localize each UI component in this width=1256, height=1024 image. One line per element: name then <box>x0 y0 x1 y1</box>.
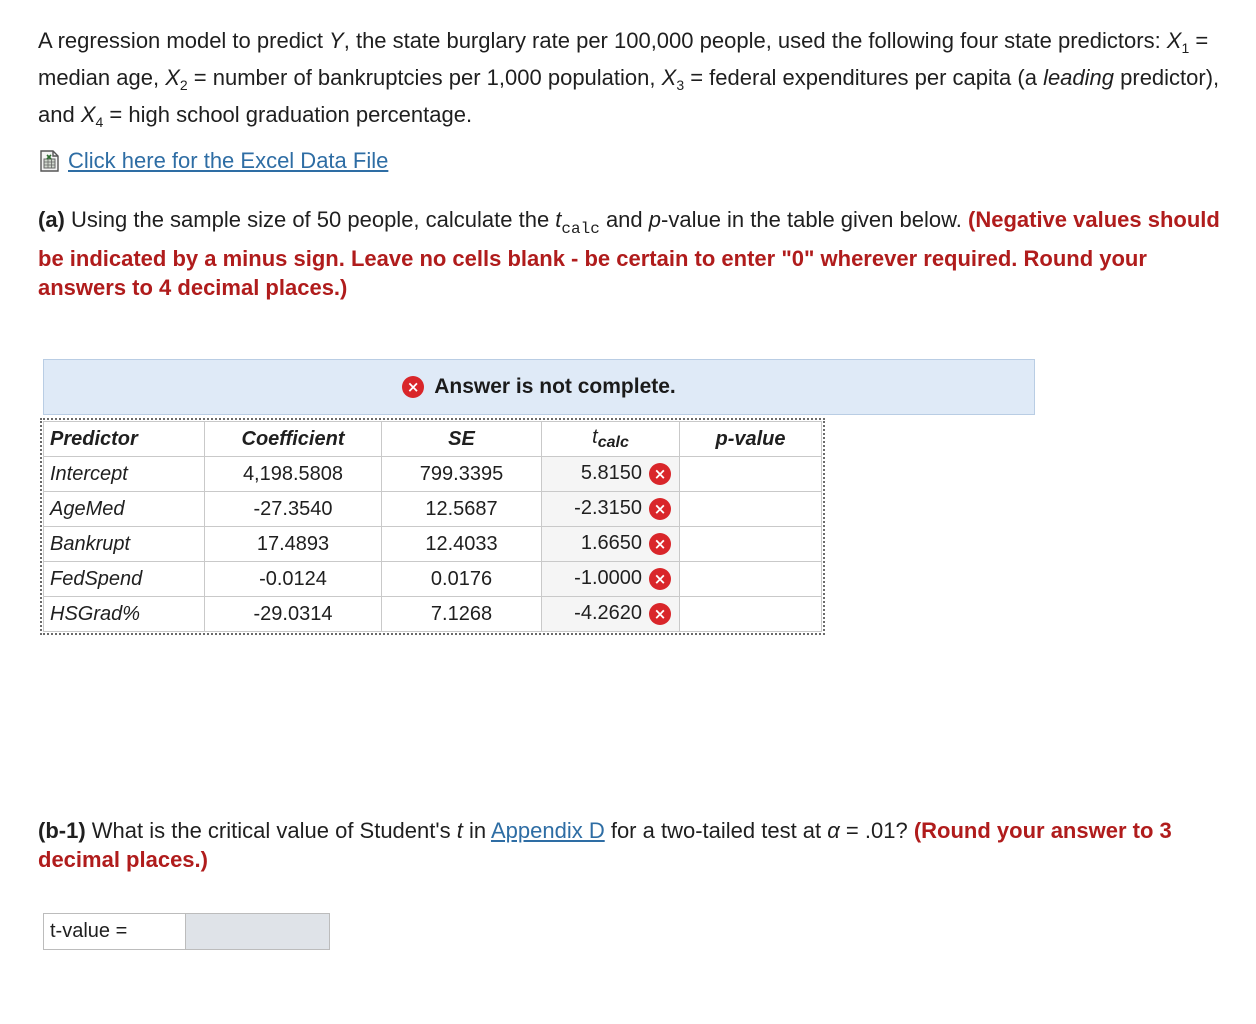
question-text: = .01? <box>839 818 914 843</box>
question-text: What is the critical value of Student's <box>85 818 457 843</box>
incorrect-x-icon: × <box>649 463 671 485</box>
intro-text: A regression model to predict <box>38 28 330 53</box>
appendix-d-link[interactable]: Appendix D <box>490 818 605 843</box>
se-cell: 12.5687 <box>382 492 542 527</box>
question-text: and <box>599 207 649 232</box>
col-predictor: Predictor <box>44 422 205 457</box>
intro-text: = median age, <box>38 28 1209 90</box>
problem-statement <box>38 26 1238 137</box>
subscript: 2 <box>179 77 188 93</box>
col-pvalue: p-value <box>680 422 822 457</box>
subscript: 1 <box>1181 40 1190 56</box>
p-symbol: p <box>648 207 662 232</box>
coefficient-cell: -27.3540 <box>205 492 382 527</box>
subscript: calc <box>597 434 629 451</box>
table-row <box>44 492 822 527</box>
incorrect-x-icon: × <box>649 603 671 625</box>
part-label: (b-1) <box>38 818 86 843</box>
coefficient-cell: 4,198.5808 <box>205 457 382 492</box>
se-cell: 799.3395 <box>382 457 542 492</box>
tcalc-value: -2.3150 <box>574 497 642 520</box>
se-cell: 7.1268 <box>382 597 542 632</box>
pvalue-input[interactable] <box>680 527 822 562</box>
part-a-question <box>38 205 1238 302</box>
tcalc-input[interactable] <box>542 562 680 597</box>
tcalc-input[interactable] <box>542 457 680 492</box>
t-symbol: t <box>456 818 463 843</box>
header-row <box>44 422 822 457</box>
instructions: (Negative values should be indicated by a minus sign. Leave no cells blank - be certain to enter "0" wherever required. Round your answers to 4 decimal places.) <box>38 207 1220 300</box>
tcalc-value: 5.8150 <box>580 462 642 485</box>
pvalue-input[interactable] <box>680 597 822 632</box>
var-x3: X <box>661 65 677 90</box>
predictor-cell: Bankrupt <box>44 527 205 562</box>
var-y: Y <box>329 28 344 53</box>
tcalc-input[interactable] <box>542 527 680 562</box>
banner-text: Answer is not complete. <box>434 375 676 398</box>
tcalc-value: 1.6650 <box>580 532 642 555</box>
tcalc-value: -1.0000 <box>574 567 642 590</box>
question-text: -value in the table given below. <box>661 207 968 232</box>
x-circle-icon: × <box>402 376 424 398</box>
answer-status-banner <box>43 359 1035 415</box>
se-cell: 0.0176 <box>382 562 542 597</box>
incorrect-x-icon: × <box>649 533 671 555</box>
coefficient-cell: -0.0124 <box>205 562 382 597</box>
excel-file-link[interactable] <box>38 148 388 174</box>
subscript: 3 <box>676 77 685 93</box>
subscript: calc <box>561 220 600 238</box>
var-x4: X <box>80 102 96 127</box>
subscript: 4 <box>95 114 104 130</box>
intro-text: = high school graduation percentage. <box>103 102 473 127</box>
var-x1: X <box>1166 28 1182 53</box>
question-text: for a two-tailed test at <box>604 818 828 843</box>
coefficient-cell: -29.0314 <box>205 597 382 632</box>
intro-text: predictor), and <box>38 65 1220 127</box>
intro-text: , the state burglary rate per 100,000 people, used the following four state predictors: <box>343 28 1167 53</box>
question-text: Using the sample size of 50 people, calculate the <box>64 207 556 232</box>
table-row <box>44 597 822 632</box>
tcalc-value: -4.2620 <box>574 602 642 625</box>
intro-text: = federal expenditures per capita (a <box>684 65 1044 90</box>
t-symbol: t <box>592 426 598 448</box>
predictor-cell: FedSpend <box>44 562 205 597</box>
table-row <box>44 562 822 597</box>
t-value-row <box>43 913 330 950</box>
alpha-symbol: α <box>827 818 840 843</box>
se-cell: 12.4033 <box>382 527 542 562</box>
predictor-cell: AgeMed <box>44 492 205 527</box>
part-label: (a) <box>38 207 65 232</box>
regression-table <box>43 421 822 632</box>
coefficient-cell: 17.4893 <box>205 527 382 562</box>
tcalc-input[interactable] <box>542 492 680 527</box>
table-row <box>44 527 822 562</box>
incorrect-x-icon: × <box>649 498 671 520</box>
question-text: in <box>462 818 491 843</box>
col-tcalc <box>542 422 680 457</box>
t-value-input[interactable] <box>186 913 330 950</box>
col-coefficient: Coefficient <box>205 422 382 457</box>
incorrect-x-icon: × <box>649 568 671 590</box>
pvalue-input[interactable] <box>680 457 822 492</box>
leading-word: leading <box>1043 65 1115 90</box>
excel-link-text[interactable]: Click here for the Excel Data File <box>68 148 389 173</box>
pvalue-input[interactable] <box>680 562 822 597</box>
var-x2: X <box>165 65 180 90</box>
tcalc-input[interactable] <box>542 597 680 632</box>
t-value-label: t-value = <box>43 913 186 950</box>
part-b1-question <box>38 816 1238 874</box>
pvalue-input[interactable] <box>680 492 822 527</box>
instructions: (Round your answer to 3 decimal places.) <box>38 818 1172 872</box>
table-row <box>44 457 822 492</box>
predictor-cell: HSGrad% <box>44 597 205 632</box>
intro-text: = number of bankruptcies per 1,000 population, <box>187 65 662 90</box>
predictor-cell: Intercept <box>44 457 205 492</box>
t-symbol: t <box>555 207 562 232</box>
excel-file-icon <box>38 149 62 173</box>
col-se: SE <box>382 422 542 457</box>
